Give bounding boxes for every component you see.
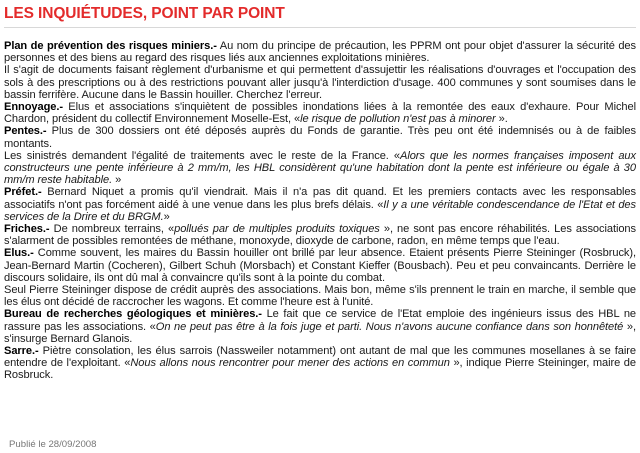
paragraph-text: Le fait que ce service de l'Etat emploie des ingénieurs issus des HBL ne rassure pas les associations. « — [4, 308, 636, 333]
paragraph-quote: On ne peut pas être à la fois juge et parti. Nous n'avons aucune confiance dans son honnêteté — [155, 320, 624, 333]
paragraph-text: Plus de 300 dossiers ont été déposés auprès du Fonds de garantie. Très peu ont été indemnisés ou à de faibles montants. — [4, 125, 636, 150]
paragraph-quote: le risque de pollution n'est pas à minorer — [300, 113, 496, 126]
paragraph-text-end: », indique Pierre Steininger, maire de Rosbruck. — [4, 357, 636, 382]
paragraph — [4, 186, 636, 223]
paragraph-text: Les sinistrés demandent l'égalité de traitements avec le reste de la France. « — [4, 149, 400, 162]
paragraph-text: Bernard Niquet a promis qu'il viendrait. Mais il n'a pas dit quand. Et les premiers contacts avec les responsables associatifs n'ont pas forcément aidé à une venue dans les plus brefs délais. « — [4, 186, 636, 211]
paragraph-text: Seul Pierre Steininger dispose de crédit auprès des associations. Mais bon, même s'ils prennent le train en marche, il semble que les élus ont décidé de raccrocher les wagons. Et comme l'heure est à l'unité. — [4, 284, 636, 309]
paragraph-text-end: » — [112, 174, 122, 187]
paragraph — [4, 308, 636, 345]
paragraph-heading: Préfet.- — [4, 186, 42, 199]
paragraph-heading: Bureau de recherches géologiques et minières.- — [4, 308, 262, 321]
paragraph — [4, 345, 636, 382]
paragraph — [4, 247, 636, 284]
article-body — [4, 40, 636, 382]
title-divider — [4, 27, 636, 28]
paragraph-text-end: », ne sont pas encore réhabilités. Les associations s'alarment de possibles remontées de méthane, monoxyde, dioxyde de carbone, radon, en même temps que l'eau. — [4, 223, 636, 248]
paragraph-text: Comme souvent, les maires du Bassin houiller ont brillé par leur absence. Etaient présents Pierre Steininger (Rosbruck), Jean-Bernard Martin (Cocheren), Gilbert Schuh (Morsbach) et Constant Kieffer (Bousbach). Peu et peu convaincants. Derrière le discours solidaire, ils ont dû mal à convaincre qu'ils sont à la pointe du combat. — [4, 247, 636, 284]
paragraph-text: De nombreux terrains, « — [49, 223, 175, 236]
paragraph-heading: Plan de prévention des risques miniers.- — [4, 40, 217, 52]
paragraph-text: Elus et associations s'inquiètent de possibles inondations liées à la remontée des eaux d'exhaure. Pour Michel Chardon, président du collectif Environnement Moselle-Est, « — [4, 101, 636, 126]
paragraph-quote: Il y a une véritable condescendance de l'Etat et des services de la Drire et du BRGM. — [4, 198, 636, 223]
paragraph — [4, 40, 636, 64]
paragraph-quote: Alors que les normes françaises imposent aux constructeurs une pente inférieure à 2 mm/m, les HBL considèrent qu'une habitation dont la pente est inférieure ou égale à 30 mm/m reste habitable. — [4, 149, 636, 187]
paragraph-heading: Sarre.- — [4, 345, 39, 358]
paragraph-text: Piètre consolation, les élus sarrois (Nassweiler notamment) ont autant de mal que les communes mosellanes à se faire entendre de l'exploitant. « — [4, 345, 636, 370]
paragraph-quote: Nous allons nous rencontrer pour mener des actions en commun — [130, 357, 450, 370]
paragraph — [4, 101, 636, 125]
publication-date: Publié le 28/09/2008 — [9, 439, 97, 450]
paragraph-heading: Ennoyage.- — [4, 101, 63, 114]
paragraph-text-end: ». — [495, 113, 508, 126]
paragraph-heading: Friches.- — [4, 223, 50, 236]
paragraph-text: Il s'agit de documents faisant règlement d'urbanisme et qui permettent d'assujettir les réalisations d'ouvrages et l'occupation des sols à des prescriptions ou à des restrictions pouvant aller jusqu'à l'interdiction d'usage. 400 communes y sont soumises dans le bassin ferrifère. Aucune dans le Bassin houiller. Cherchez l'erreur. — [4, 64, 636, 101]
paragraph — [4, 223, 636, 247]
paragraph-heading: Elus.- — [4, 247, 34, 260]
paragraph-text: Au nom du principe de précaution, les PPRM ont pour objet d'assurer la sécurité des personnes et des biens au regard des risques liés aux anciennes exploitations minières. — [4, 40, 636, 65]
article-title: LES INQUIÉTUDES, POINT PAR POINT — [4, 5, 285, 22]
paragraph-heading: Pentes.- — [4, 125, 47, 138]
paragraph — [4, 125, 636, 149]
paragraph-text-end: » — [163, 210, 170, 223]
paragraph — [4, 284, 636, 308]
paragraph-text-end: », s'insurge Bernard Glanois. — [4, 320, 636, 345]
paragraph-quote: pollués par de multiples produits toxiques — [174, 223, 380, 236]
paragraph — [4, 64, 636, 101]
paragraph — [4, 150, 636, 187]
